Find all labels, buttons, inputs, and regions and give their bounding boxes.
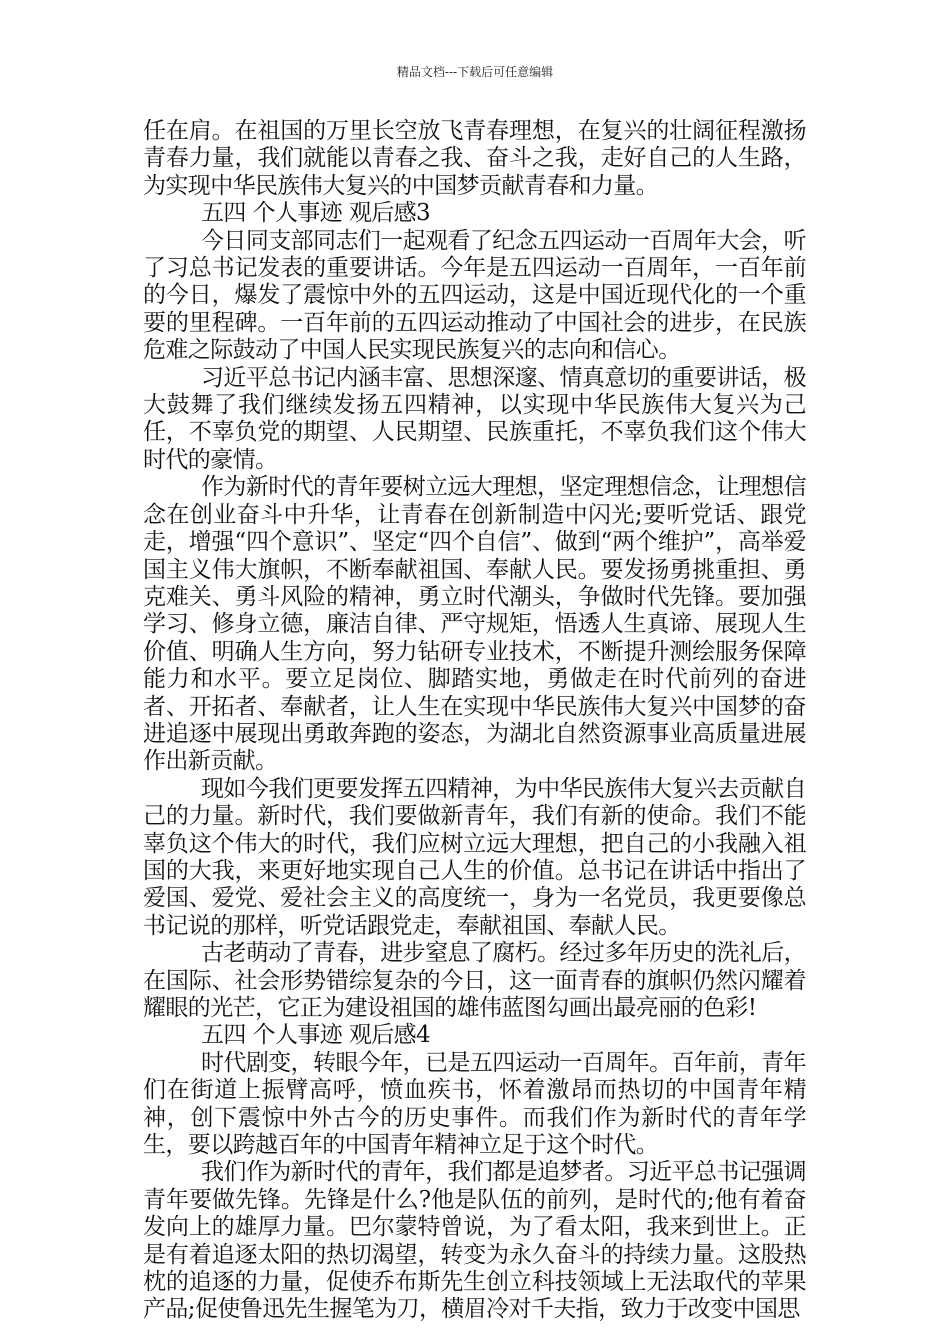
paragraph: 古老萌动了青春，进步窒息了腐朽。经过多年历史的洗礼后，在国际、社会形势错综复杂的今日，这一面青春的旗帜仍然闪耀着耀眼的光芒，它正为建设祖国的雄伟蓝图勾画出最亮丽的色彩! [143,940,806,1021]
paragraph: 习近平总书记内涵丰富、思想深邃、情真意切的重要讲话，极大鼓舞了我们继续发扬五四精神，以实现中华民族伟大复兴为己任，不辜负党的期望、人民期望、民族重托，不辜负我们这个伟大时代的豪情。 [143,364,806,473]
paragraph: 作为新时代的青年要树立远大理想，坚定理想信念，让理想信念在创业奋斗中升华，让青春在创新制造中闪光;要听党话、跟党走，增强“四个意识”、坚定“四个自信”、做到“两个维护”，高举爱国主义伟大旗帜，不断奉献祖国、奉献人民。要发扬勇挑重担、勇克难关、勇斗风险的精神，勇立时代潮头，争做时代先锋。要加强学习、修身立德，廉洁自律、严守规矩，悟透人生真谛、展现人生价值、明确人生方向，努力钻研专业技术，不断提升测绘服务保障能力和水平。要立足岗位、脚踏实地，勇做走在时代前列的奋进者、开拓者、奉献者，让人生在实现中华民族伟大复兴中国梦的奋进追逐中展现出勇敢奔跑的姿态，为湖北自然资源事业高质量进展作出新贡献。 [143,474,806,775]
paragraph: 任在肩。在祖国的万里长空放飞青春理想，在复兴的壮阔征程激扬青春力量，我们就能以青春之我、奋斗之我，走好自己的人生路，为实现中华民族伟大复兴的中国梦贡献青春和力量。 [143,118,806,199]
paragraph: 现如今我们更要发挥五四精神，为中华民族伟大复兴去贡献自己的力量。新时代，我们要做新青年，我们有新的使命。我们不能辜负这个伟大的时代，我们应树立远大理想，把自己的小我融入祖国的大我，来更好地实现自己人生的价值。总书记在讲话中指出了爱国、爱党、爱社会主义的高度统一，身为一名党员，我更要像总书记说的那样，听党话跟党走，奉献祖国、奉献人民。 [143,775,806,939]
section-heading: 五四 个人事迹 观后感4 [201,1022,431,1049]
section-heading: 五四 个人事迹 观后感3 [201,200,431,227]
document-body [143,118,806,1324]
paragraph: 时代剧变，转眼今年，已是五四运动一百周年。百年前，青年们在街道上振臂高呼，愤血疾书，怀着激昂而热切的中国青年精神，创下震惊中外古今的历史事件。而我们作为新时代的青年学生，要以跨越百年的中国青年精神立足于这个时代。 [143,1049,806,1159]
page-header: 精品文档---下载后可任意编辑 [396,65,554,79]
paragraph: 今日同支部同志们一起观看了纪念五四运动一百周年大会，听了习总书记发表的重要讲话。今年是五四运动一百周年，一百年前的今日，爆发了震惊中外的五四运动，这是中国近现代化的一个重要的里程碑。一百年前的五四运动推动了中国社会的进步，在民族危难之际鼓动了中国人民实现民族复兴的志向和信心。 [143,227,806,364]
paragraph: 我们作为新时代的青年，我们都是追梦者。习近平总书记强调青年要做先锋。先锋是什么?他是队伍的前列，是时代的;他有着奋发向上的雄厚力量。巴尔蒙特曾说，为了看太阳，我来到世上。正是有着追逐太阳的热切渴望，转变为永久奋斗的持续力量。这股热枕的追逐的力量，促使乔布斯先生创立科技领域上无法取代的苹果产品;促使鲁迅先生握笔为刀，横眉冷对千夫指，致力于改变中国思 [143,1159,806,1323]
